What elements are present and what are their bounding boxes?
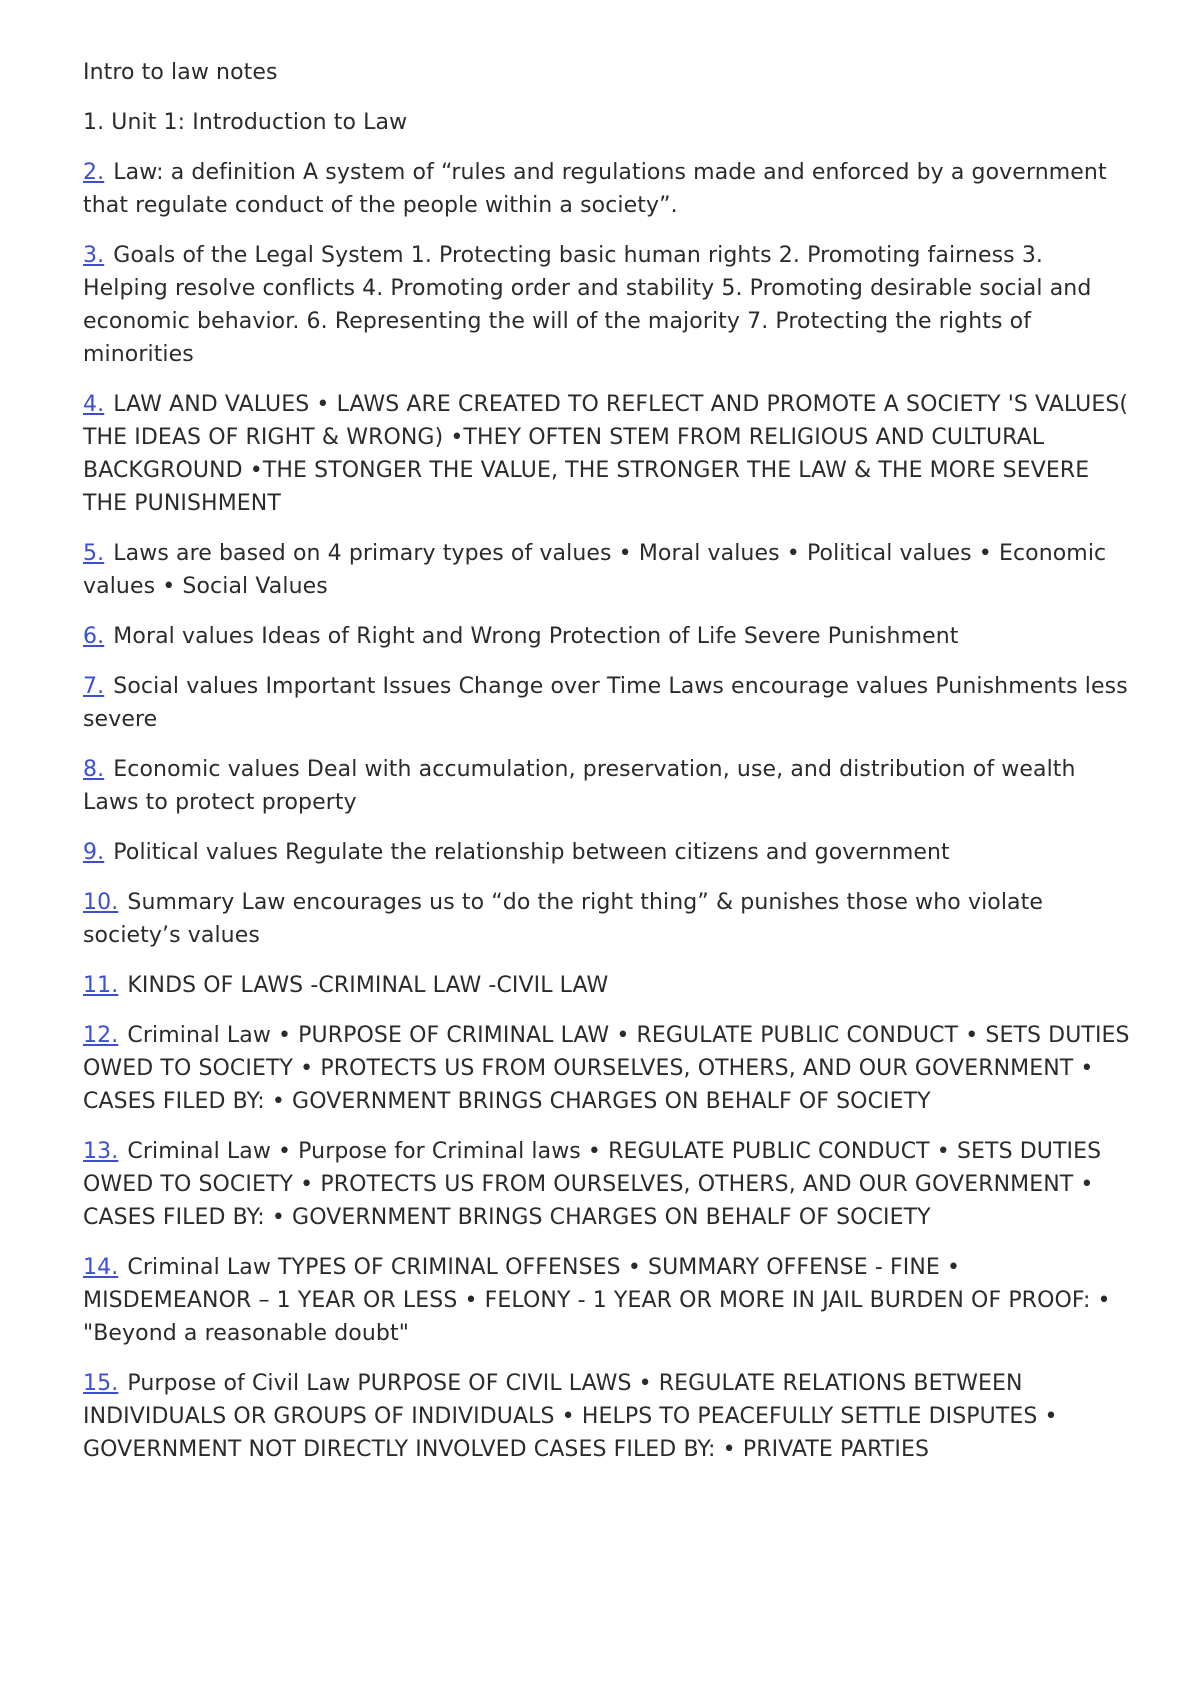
list-item [83,1251,1133,1350]
list-item [83,1367,1133,1466]
item-text: Purpose of Civil Law PURPOSE OF CIVIL LAWS • REGULATE RELATIONS BETWEEN INDIVIDUALS OR GROUPS OF INDIVIDUALS • HELPS TO PEACEFULLY SETTLE DISPUTES • GOVERNMENT NOT DIRECTLY INVOLVED CASES FILED BY: • PRIVATE PARTIES [83,1371,1058,1462]
item-text: Moral values Ideas of Right and Wrong Protection of Life Severe Punishment [113,624,959,649]
item-text: Criminal Law • PURPOSE OF CRIMINAL LAW • REGULATE PUBLIC CONDUCT • SETS DUTIES OWED TO SOCIETY • PROTECTS US FROM OURSELVES, OTHERS, AND OUR GOVERNMENT • CASES FILED BY: • GOVERNMENT BRINGS CHARGES ON BEHALF OF SOCIETY [83,1023,1130,1114]
list-item [83,156,1133,222]
item-text: Summary Law encourages us to “do the right thing” & punishes those who violate society’s values [83,890,1044,948]
list-item [83,886,1133,952]
item-number-link[interactable]: 5. [83,541,105,566]
list-item [83,388,1133,520]
item-number-link[interactable]: 8. [83,757,105,782]
list-item [83,1135,1133,1234]
list-item [83,620,1133,653]
item-number-link[interactable]: 9. [83,840,105,865]
list-item [83,836,1133,869]
document-title: Intro to law notes [83,60,278,85]
item-number-link[interactable]: 10. [83,890,119,915]
list-item [83,239,1133,371]
item-number-link[interactable]: 13. [83,1139,119,1164]
item-number-link[interactable]: 2. [83,160,105,185]
item-text: Criminal Law TYPES OF CRIMINAL OFFENSES • SUMMARY OFFENSE - FINE • MISDEMEANOR – 1 YEAR OR LESS • FELONY - 1 YEAR OR MORE IN JAIL BURDEN OF PROOF: • "Beyond a reasonable doubt" [83,1255,1111,1346]
unit-heading: 1. Unit 1: Introduction to Law [83,110,408,135]
item-text: Law: a definition A system of “rules and regulations made and enforced by a government that regulate conduct of the people within a society”. [83,160,1107,218]
item-number-link[interactable]: 3. [83,243,105,268]
list-item [83,670,1133,736]
item-number-link[interactable]: 6. [83,624,105,649]
item-text: LAW AND VALUES • LAWS ARE CREATED TO REFLECT AND PROMOTE A SOCIETY 'S VALUES( THE IDEAS OF RIGHT & WRONG) •THEY OFTEN STEM FROM RELIGIOUS AND CULTURAL BACKGROUND •THE STONGER THE VALUE, THE STRONGER THE LAW & THE MORE SEVERE THE PUNISHMENT [83,392,1129,516]
item-text: Goals of the Legal System 1. Protecting basic human rights 2. Promoting fairness 3. Helping resolve conflicts 4. Promoting order and stability 5. Promoting desirable social and economic behavior. 6. Representing the will of the majority 7. Protecting the rights of minorities [83,243,1092,367]
item-text: KINDS OF LAWS -CRIMINAL LAW -CIVIL LAW [127,973,609,998]
document-page [83,56,1133,1483]
item-text: Economic values Deal with accumulation, preservation, use, and distribution of wealth Laws to protect property [83,757,1076,815]
list-item [83,753,1133,819]
item-text: Social values Important Issues Change over Time Laws encourage values Punishments less severe [83,674,1128,732]
list-item [83,1019,1133,1118]
item-text: Political values Regulate the relationship between citizens and government [113,840,950,865]
item-number-link[interactable]: 7. [83,674,105,699]
item-text: Laws are based on 4 primary types of values • Moral values • Political values • Economic values • Social Values [83,541,1107,599]
item-number-link[interactable]: 15. [83,1371,119,1396]
item-number-link[interactable]: 11. [83,973,119,998]
list-item [83,537,1133,603]
list-item [83,969,1133,1002]
item-number-link[interactable]: 12. [83,1023,119,1048]
item-text: Criminal Law • Purpose for Criminal laws • REGULATE PUBLIC CONDUCT • SETS DUTIES OWED TO SOCIETY • PROTECTS US FROM OURSELVES, OTHERS, AND OUR GOVERNMENT • CASES FILED BY: • GOVERNMENT BRINGS CHARGES ON BEHALF OF SOCIETY [83,1139,1102,1230]
item-number-link[interactable]: 4. [83,392,105,417]
item-number-link[interactable]: 14. [83,1255,119,1280]
